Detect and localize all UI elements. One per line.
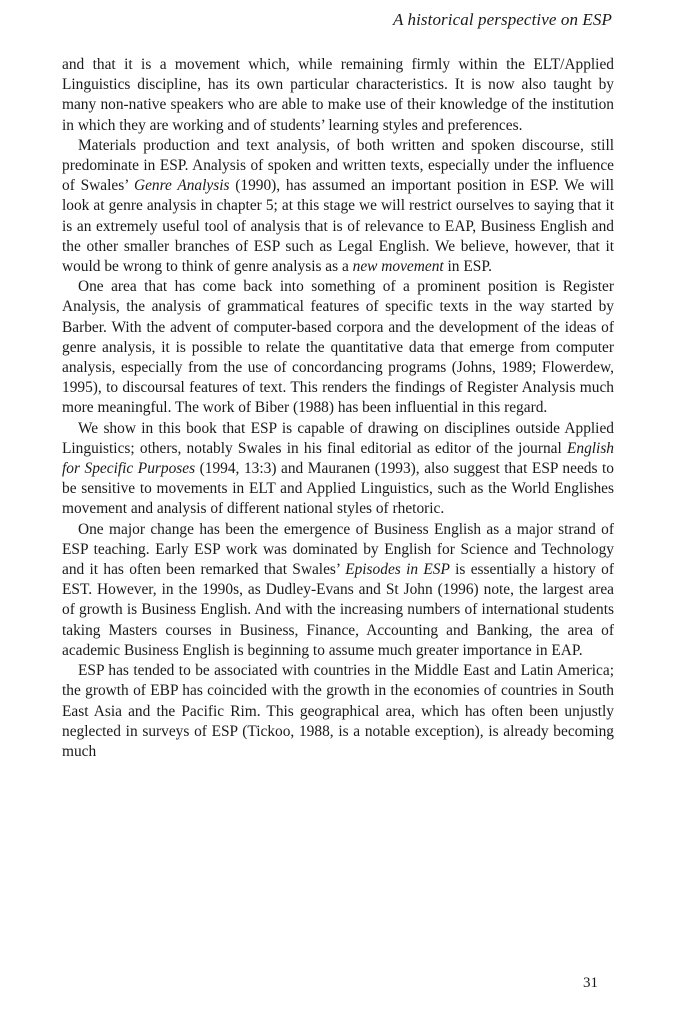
paragraph-3 (62, 277, 614, 418)
text-run: (1990), has assumed an important position in ESP. We will look at genre analysis in chapter 5; at this stage we will restrict ourselves to saying that it is an extremely useful tool of analysis that is of relevance to EAP, Business English and the other smaller branches of ESP such as Legal English. We believe, however, that it would be wrong to think of genre analysis as a (62, 177, 614, 276)
text-run: is essentially a history of EST. However, in the 1990s, as Dudley-Evans and St John (1996) note, the largest area of growth is Business English. And with the increasing numbers of international students taking Masters courses in Business, Finance, Accounting and Banking, the area of academic Business English is beginning to assume much greater importance in EAP. (62, 561, 615, 659)
paragraph-6 (62, 661, 614, 762)
text-run: Materials production and text analysis, of both written and spoken discourse, still predominate in ESP. Analysis of spoken and written texts, especially under the influence of Swales’ (62, 136, 614, 195)
text-run: One major change has been the emergence of Business English as a major strand of ESP teaching. Early ESP work was dominated by English for Science and Technology and it has often been remarked that Swales’ (62, 520, 614, 579)
paragraph-4 (62, 419, 614, 520)
italic-title: Episodes in ESP (345, 561, 450, 579)
running-head: A historical perspective on ESP (392, 10, 612, 29)
paragraph-2 (62, 136, 614, 277)
text-run: and that it is a movement which, while remaining firmly within the ELT/Applied Linguistics discipline, has its own particular characteristics. It is now also taught by many non-native speakers who are able to make use of their knowledge of the institution in which they are working and of students’ learning styles and preferences. (62, 56, 614, 134)
text-run: in ESP. (443, 258, 493, 276)
paragraph-1 (62, 55, 614, 136)
italic-title: new movement (352, 258, 444, 276)
page-number: 31 (583, 975, 598, 991)
text-run: (1994, 13:3) and Mauranen (1993), also suggest that ESP needs to be sensitive to movements in ELT and Applied Linguistics, such as the World Englishes movement and analysis of different national styles of rhetoric. (62, 460, 615, 518)
text-run: We show in this book that ESP is capable of drawing on disciplines outside Applied Linguistics; others, notably Swales in his final editorial as editor of the journal (62, 419, 614, 457)
italic-title: English for Specific Purposes (62, 439, 614, 478)
italic-title: Genre Analysis (133, 177, 230, 195)
text-run: One area that has come back into something of a prominent position is Register Analysis, the analysis of grammatical features of specific texts in the way started by Barber. With the advent of computer-based corpora and the development of the ideas of genre analysis, it is possible to relate the quantitative data that emerge from computer analysis, especially from the use of concordancing programs (Johns, 1989; Flowerdew, 1995), to discoursal features of text. This renders the findings of Register Analysis much more meaningful. The work of Biber (1988) has been influential in this regard. (62, 278, 614, 417)
body-text (62, 55, 614, 762)
text-run: ESP has tended to be associated with countries in the Middle East and Latin America; the growth of EBP has coincided with the growth in the economies of countries in South East Asia and the Pacific Rim. This geographical area, which has often been unjustly neglected in surveys of ESP (Tickoo, 1988, is a notable exception), is already becoming much (62, 662, 614, 760)
paragraph-5 (62, 520, 614, 661)
